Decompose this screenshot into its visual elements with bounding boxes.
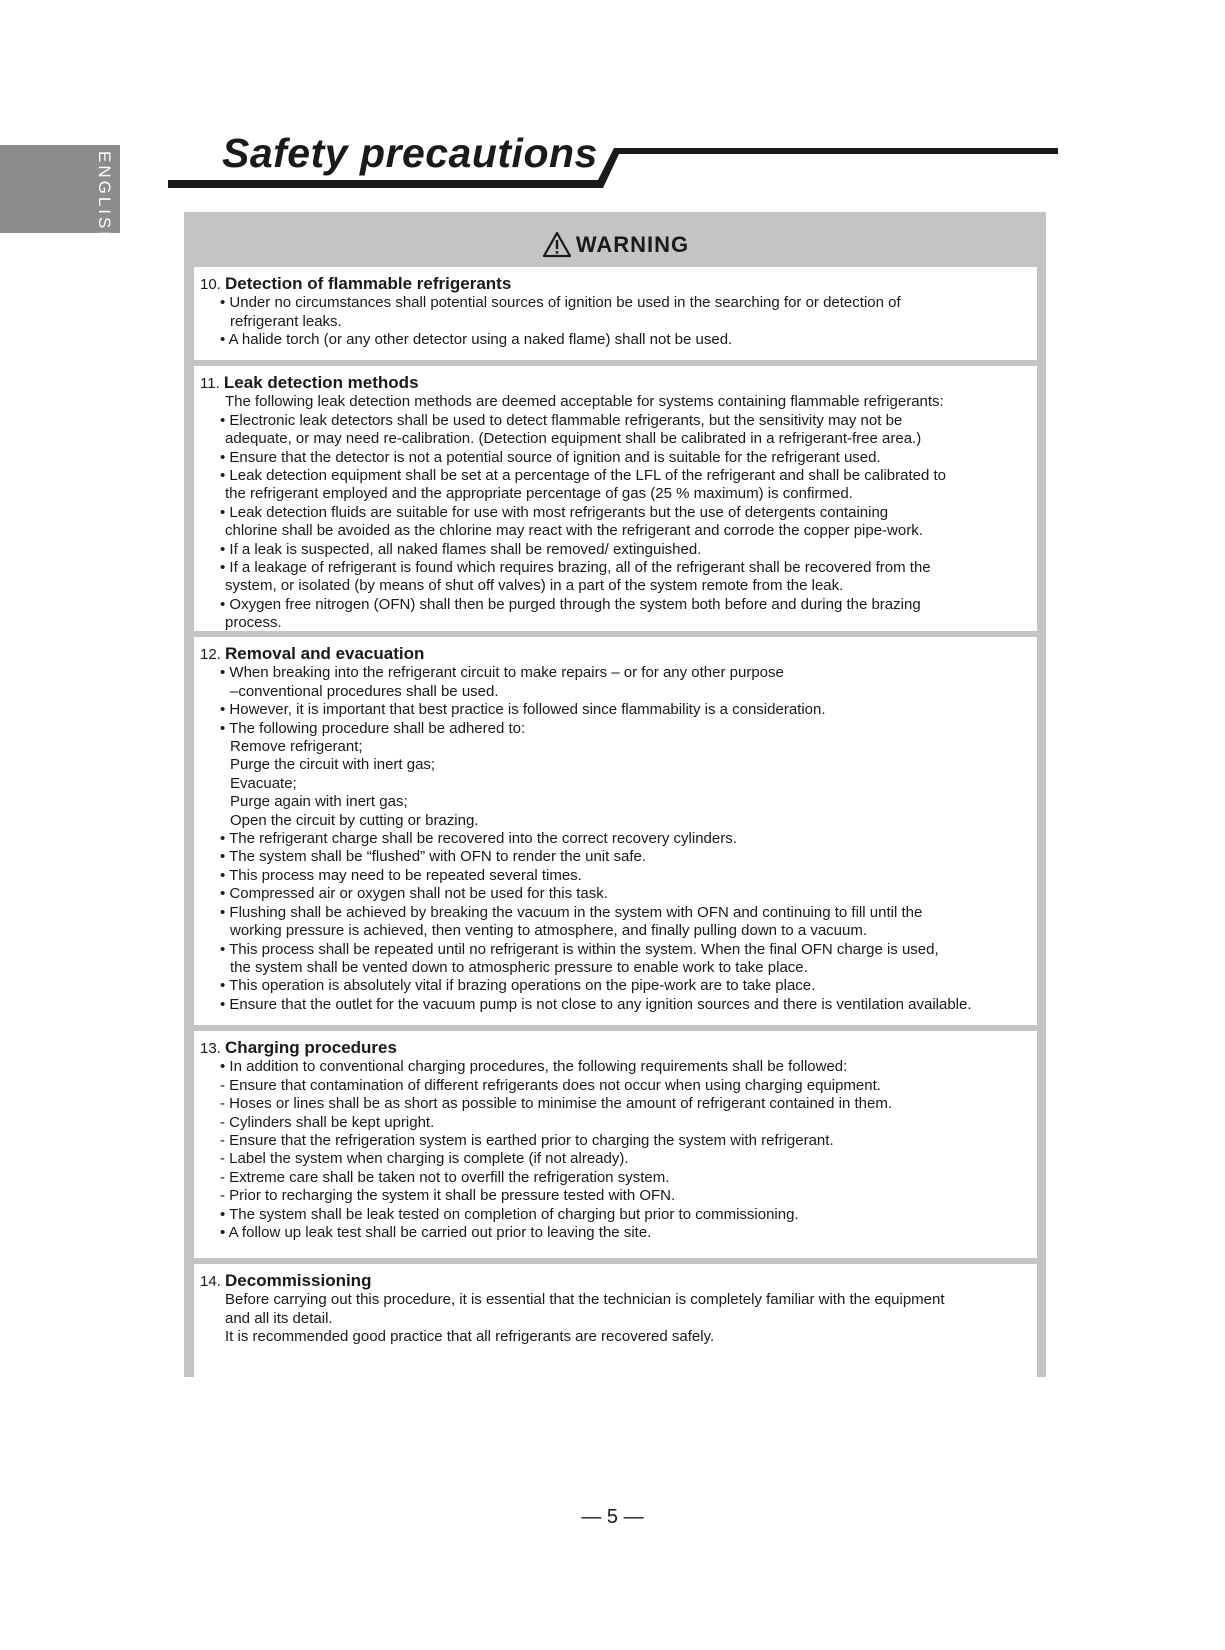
page-number: — 5 — bbox=[581, 1506, 644, 1528]
section-heading bbox=[200, 275, 1033, 294]
section-title: Detection of flammable refrigerants bbox=[225, 274, 512, 293]
warning-section-11 bbox=[194, 366, 1037, 631]
section-line: the system shall be vented down to atmospheric pressure to enable work to take place. bbox=[230, 958, 808, 976]
section-line: • The following procedure shall be adhered to: bbox=[220, 719, 526, 737]
section-line: - Hoses or lines shall be as short as possible to minimise the amount of refrigerant contained in them. bbox=[220, 1095, 892, 1113]
page-title: Safety precautions bbox=[222, 130, 598, 176]
section-number: 11. bbox=[200, 375, 220, 392]
section-line: • Electronic leak detectors shall be used to detect flammable refrigerants, but the sensitivity may not be bbox=[220, 411, 903, 429]
section-line: Purge the circuit with inert gas; bbox=[230, 756, 436, 774]
warning-section-13 bbox=[194, 1031, 1037, 1258]
sections-container bbox=[194, 267, 1037, 1392]
section-line: the refrigerant employed and the appropriate percentage of gas (25 % maximum) is confirmed. bbox=[225, 485, 853, 503]
section-heading bbox=[200, 1039, 1033, 1058]
warning-section-14 bbox=[194, 1264, 1037, 1392]
section-line: • The system shall be leak tested on completion of charging but prior to commissioning. bbox=[220, 1205, 799, 1223]
warning-box bbox=[184, 212, 1046, 1377]
section-number: 14. bbox=[200, 1273, 221, 1290]
section-heading bbox=[200, 645, 1033, 664]
section-line: • Oxygen free nitrogen (OFN) shall then be purged through the system both before and during the brazing bbox=[220, 595, 921, 613]
section-line: - Label the system when charging is complete (if not already). bbox=[220, 1150, 629, 1168]
section-title: Leak detection methods bbox=[223, 373, 419, 392]
section-line: –conventional procedures shall be used. bbox=[230, 682, 499, 700]
section-line: working pressure is achieved, then venting to atmosphere, and finally pulling down to a vacuum. bbox=[230, 922, 868, 940]
section-title: Charging procedures bbox=[225, 1038, 397, 1057]
section-line: - Prior to recharging the system it shall be pressure tested with OFN. bbox=[220, 1187, 676, 1205]
section-line: • This operation is absolutely vital if brazing operations on the pipe-work are to take place. bbox=[220, 977, 816, 995]
section-line: system, or isolated (by means of shut off valves) in a part of the system remote from the leak. bbox=[225, 577, 844, 595]
section-line: refrigerant leaks. bbox=[230, 312, 342, 330]
section-line: • The system shall be “flushed” with OFN to render the unit safe. bbox=[220, 848, 646, 866]
section-line: • The refrigerant charge shall be recovered into the correct recovery cylinders. bbox=[220, 830, 737, 848]
section-line: • This process shall be repeated until no refrigerant is within the system. When the final OFN charge is used, bbox=[220, 940, 939, 958]
warning-header bbox=[194, 222, 1037, 267]
warning-label: WARNING bbox=[575, 231, 690, 257]
section-line: The following leak detection methods are deemed acceptable for systems containing flammable refrigerants: bbox=[225, 393, 944, 411]
warning-triangle-icon bbox=[542, 231, 572, 258]
section-title: Removal and evacuation bbox=[225, 644, 425, 663]
section-line: • If a leakage of refrigerant is found which requires brazing, all of the refrigerant shall be recovered from the bbox=[220, 559, 931, 577]
section-line: process. bbox=[225, 614, 282, 632]
section-line: • Leak detection equipment shall be set at a percentage of the LFL of the refrigerant and shall be calibrated to bbox=[220, 467, 946, 485]
section-line: • A halide torch (or any other detector using a naked flame) shall not be used. bbox=[220, 331, 733, 349]
section-line: • This process may need to be repeated several times. bbox=[220, 866, 582, 884]
section-line: • Ensure that the outlet for the vacuum pump is not close to any ignition sources and there is ventilation available. bbox=[220, 995, 972, 1013]
warning-section-10 bbox=[194, 267, 1037, 360]
section-line: chlorine shall be avoided as the chlorine may react with the refrigerant and corrode the copper pipe-work. bbox=[225, 522, 923, 540]
section-line: • Under no circumstances shall potential sources of ignition be used in the searching for or detection of bbox=[220, 294, 901, 312]
section-line: - Cylinders shall be kept upright. bbox=[220, 1113, 435, 1131]
section-line: Purge again with inert gas; bbox=[230, 793, 408, 811]
section-heading bbox=[200, 1272, 1033, 1291]
section-number: 10. bbox=[200, 276, 221, 293]
section-line: • Compressed air or oxygen shall not be used for this task. bbox=[220, 885, 608, 903]
section-heading bbox=[200, 374, 1033, 393]
section-line: It is recommended good practice that all refrigerants are recovered safely. bbox=[225, 1328, 715, 1346]
section-line: - Ensure that contamination of different refrigerants does not occur when using charging equipment. bbox=[220, 1076, 881, 1094]
section-line: - Ensure that the refrigeration system is earthed prior to charging the system with refrigerant. bbox=[220, 1132, 834, 1150]
section-line: - Extreme care shall be taken not to overfill the refrigeration system. bbox=[220, 1168, 670, 1186]
section-number: 12. bbox=[200, 646, 221, 663]
section-line: • A follow up leak test shall be carried out prior to leaving the site. bbox=[220, 1224, 652, 1242]
section-line: • However, it is important that best practice is followed since flammability is a consideration. bbox=[220, 701, 826, 719]
section-line: Open the circuit by cutting or brazing. bbox=[230, 811, 479, 829]
language-tab-label: ENGLISH bbox=[95, 151, 114, 247]
section-line: adequate, or may need re-calibration. (Detection equipment shall be calibrated in a refrigerant-free area.) bbox=[225, 430, 922, 448]
section-line: • In addition to conventional charging procedures, the following requirements shall be followed: bbox=[220, 1058, 848, 1076]
section-line: • Flushing shall be achieved by breaking the vacuum in the system with OFN and continuing to fill until the bbox=[220, 903, 923, 921]
section-line: • Ensure that the detector is not a potential source of ignition and is suitable for the refrigerant used. bbox=[220, 448, 881, 466]
section-line: and all its detail. bbox=[225, 1309, 333, 1327]
section-number: 13. bbox=[200, 1040, 221, 1057]
section-line: • Leak detection fluids are suitable for use with most refrigerants but the use of detergents containing bbox=[220, 503, 889, 521]
warning-section-12 bbox=[194, 637, 1037, 1025]
title-underline bbox=[0, 0, 1225, 200]
section-line: Evacuate; bbox=[230, 774, 297, 792]
section-line: • When breaking into the refrigerant circuit to make repairs – or for any other purpose bbox=[220, 664, 784, 682]
section-line: • If a leak is suspected, all naked flames shall be removed/ extinguished. bbox=[220, 540, 702, 558]
section-line: Remove refrigerant; bbox=[230, 738, 363, 756]
section-title: Decommissioning bbox=[225, 1271, 372, 1290]
section-line: Before carrying out this procedure, it is essential that the technician is completely familiar with the equipment bbox=[225, 1291, 945, 1309]
